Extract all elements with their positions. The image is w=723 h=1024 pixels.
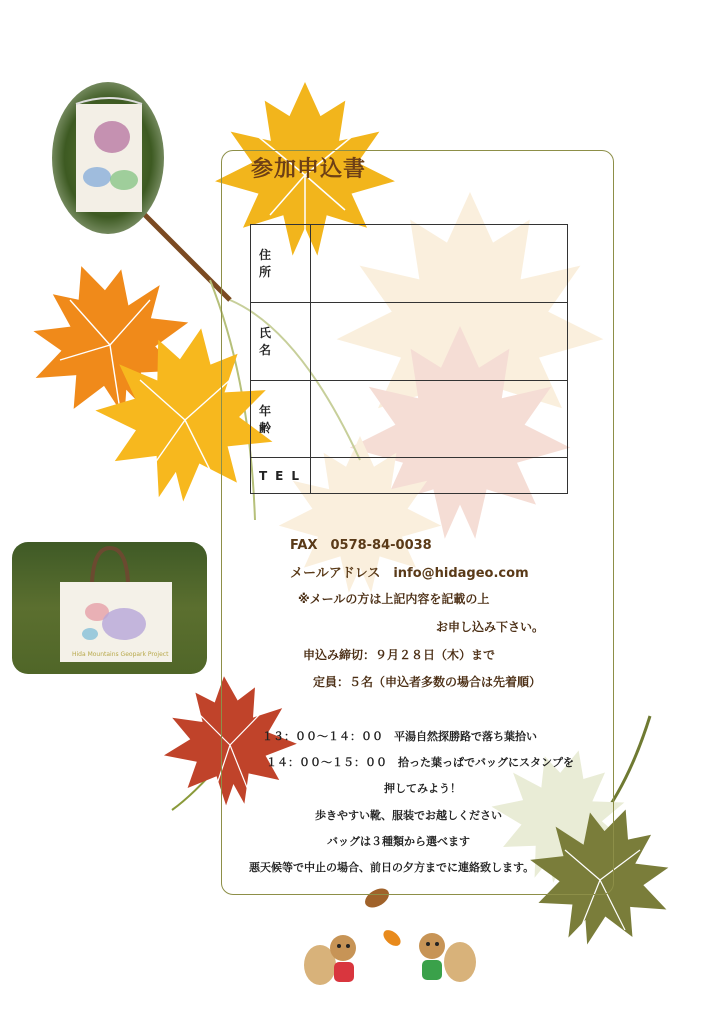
squirrel-right-icon xyxy=(419,933,476,982)
email-address[interactable]: メールアドレス info@hidageo.com xyxy=(290,566,529,581)
age-label: 年 齢 xyxy=(251,380,311,458)
table-row-name xyxy=(251,302,568,380)
email-note-line2: お申し込み下さい。 xyxy=(436,620,545,634)
deadline-text: 申込み締切：９月２８日（木）まで xyxy=(303,648,496,662)
tel-label: TEL xyxy=(251,458,311,494)
schedule-line-2: １４：００〜１５：００ 拾った葉っぱでバッグにスタンプを xyxy=(266,756,574,769)
schedule-line-4: 歩きやすい靴、服装でお越しください xyxy=(315,809,502,822)
tote-bag-photo xyxy=(12,542,207,674)
drawstring-bag-photo xyxy=(52,82,164,234)
application-table xyxy=(250,224,568,494)
table-row-age xyxy=(251,380,568,458)
schedule-line-6: 悪天候等で中止の場合、前日の夕方までに連絡致します。 xyxy=(249,861,535,874)
schedule-line-3: 押してみよう！ xyxy=(384,782,461,795)
tel-field[interactable] xyxy=(311,458,568,494)
capacity-text: 定員：５名（申込者多数の場合は先着順） xyxy=(313,675,542,689)
squirrel-left-icon xyxy=(304,935,356,985)
schedule-line-5: バッグは３種類から選べます xyxy=(327,835,470,848)
branch-stem xyxy=(140,210,230,300)
schedule-line-1: １３：００〜１４：００ 平湯自然探勝路で落ち葉拾い xyxy=(262,730,537,743)
table-row-address xyxy=(251,225,568,303)
address-field[interactable] xyxy=(311,225,568,303)
address-label: 住 所 xyxy=(251,225,311,303)
name-label: 氏 名 xyxy=(251,302,311,380)
table-row-tel xyxy=(251,458,568,494)
bag-print-text: Hida Mountains Geopark Project xyxy=(72,651,169,658)
form-title: 参加申込書 xyxy=(251,157,367,182)
age-field[interactable] xyxy=(311,380,568,458)
fax-number: FAX 0578-84-0038 xyxy=(290,538,432,553)
email-note-line1: ※メールの方は上記内容を記載の上 xyxy=(298,592,490,606)
name-field[interactable] xyxy=(311,302,568,380)
